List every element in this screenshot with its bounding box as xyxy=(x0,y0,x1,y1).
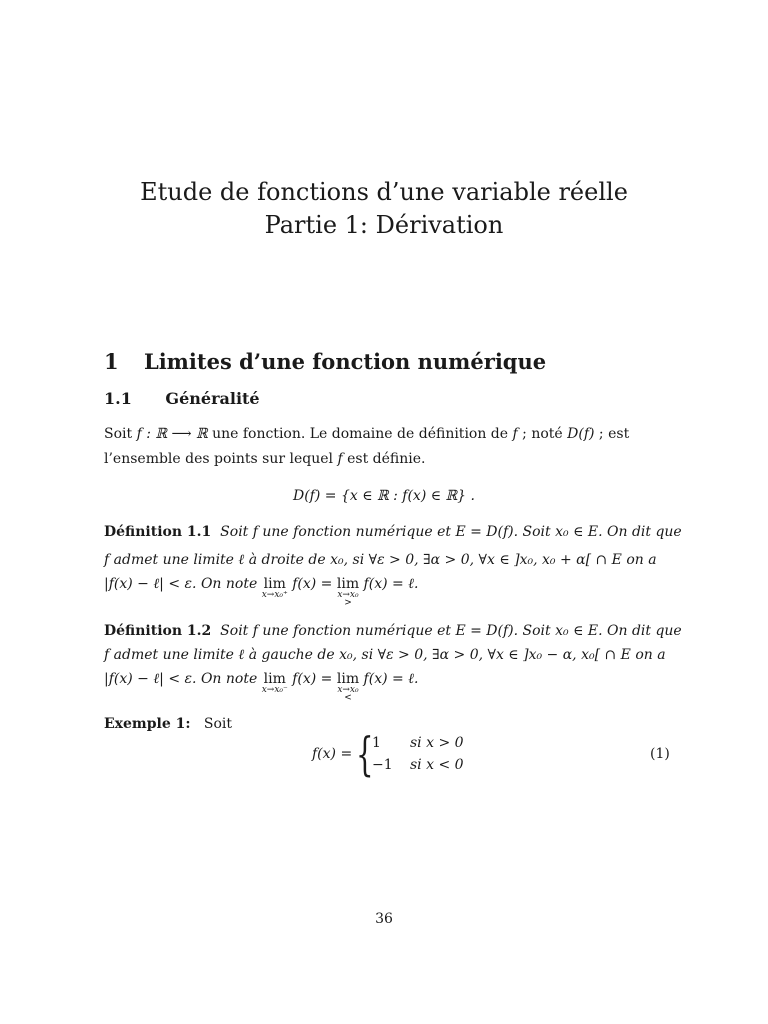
document-title xyxy=(0,176,768,242)
case-2-condition: si x < 0 xyxy=(410,757,464,773)
section-number: 1 xyxy=(104,349,119,374)
domain-equation: D(f) = {x ∈ ℝ : f(x) ∈ ℝ} . xyxy=(293,488,475,504)
piecewise-lhs: f(x) = xyxy=(312,746,353,762)
definition-1-2-line-1: Définition 1.2 Soit f une fonction numérique et E = D(f). Soit x₀ ∈ E. On dit que xyxy=(104,623,682,639)
case-1-condition: si x > 0 xyxy=(410,735,464,751)
section-heading xyxy=(104,349,546,374)
case-1-value: 1 xyxy=(372,735,381,751)
intro-line-1: Soit f : ℝ ⟶ ℝ une fonction. Le domaine de définition de f ; noté D(f) ; est xyxy=(104,426,630,442)
definition-1-1-line-3: |f(x) − ℓ| < ε. On note lim x→x₀⁺ f(x) = lim x→x₀ > f(x) = ℓ. xyxy=(104,576,419,608)
subsection-number: 1.1 xyxy=(104,389,132,408)
page-number: 36 xyxy=(375,911,393,927)
definition-1-2-line-2: f admet une limite ℓ à gauche de x₀, si ∀ε > 0, ∃α > 0, ∀x ∈ ]x₀ − α, x₀[ ∩ E on a xyxy=(104,647,666,663)
definition-1-1-line-2: f admet une limite ℓ à droite de x₀, si ∀ε > 0, ∃α > 0, ∀x ∈ ]x₀, x₀ + α[ ∩ E on a xyxy=(104,552,657,568)
intro-line-2: l’ensemble des points sur lequel f est définie. xyxy=(104,451,426,467)
equation-number: (1) xyxy=(650,746,670,762)
left-brace: { xyxy=(356,727,374,781)
title-line-2: Partie 1: Dérivation xyxy=(264,211,504,239)
case-2-value: −1 xyxy=(372,757,393,773)
title-line-1: Etude de fonctions d’une variable réelle xyxy=(140,178,628,206)
section-title: Limites d’une fonction numérique xyxy=(143,349,547,374)
definition-1-1-line-1: Définition 1.1 Soit f une fonction numérique et E = D(f). Soit x₀ ∈ E. On dit que xyxy=(104,524,682,540)
subsection-heading xyxy=(104,389,260,408)
definition-1-1-label: Définition 1.1 xyxy=(104,524,212,540)
subsection-title: Généralité xyxy=(165,389,260,408)
definition-1-2-label: Définition 1.2 xyxy=(104,623,212,639)
example-1-label: Exemple 1: xyxy=(104,716,191,732)
definition-1-2-line-3: |f(x) − ℓ| < ε. On note lim x→x₀⁻ f(x) = lim x→x₀ < f(x) = ℓ. xyxy=(104,671,419,703)
example-1-heading: Exemple 1: Soit xyxy=(104,716,233,732)
